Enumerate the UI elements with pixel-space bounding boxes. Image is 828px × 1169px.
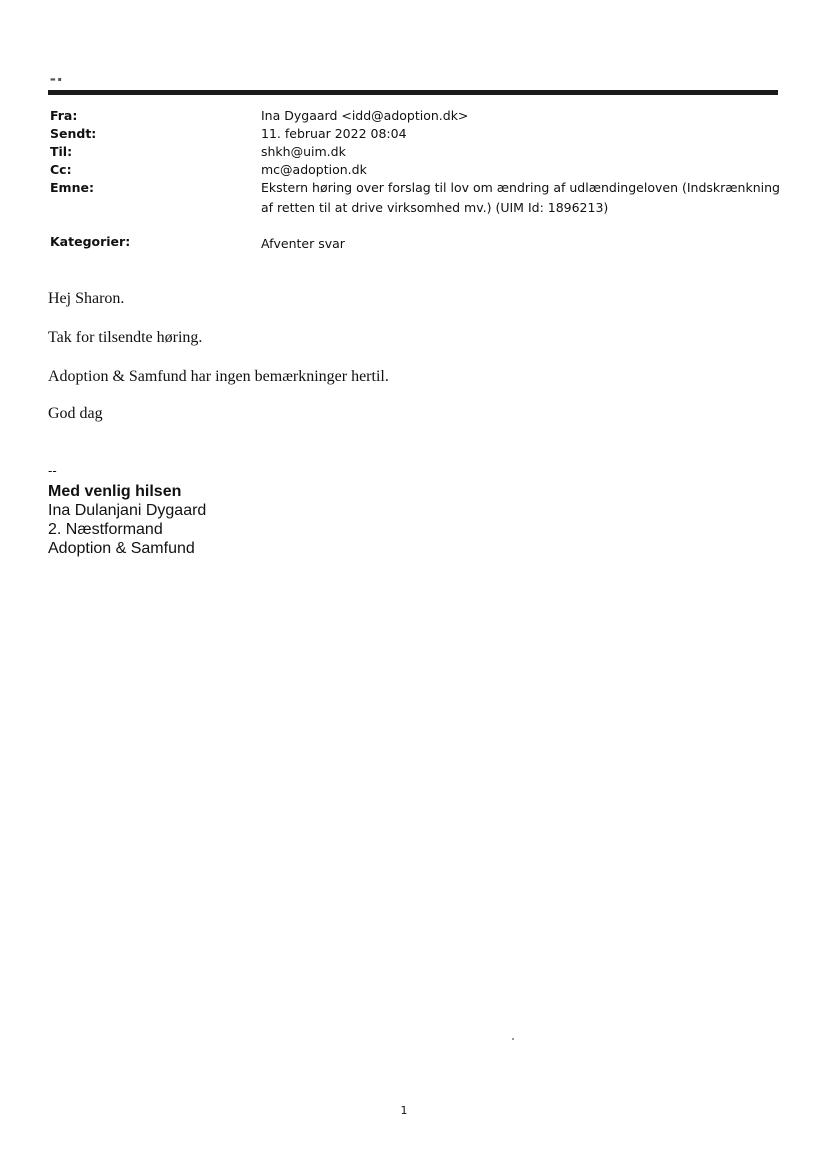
- closing: God dag: [48, 405, 103, 422]
- to-label: Til:: [50, 144, 73, 159]
- subject-line-1: Ekstern høring over forslag til lov om ændring af udlændingeloven (Indskrænkning: [261, 180, 780, 195]
- sent-label: Sendt:: [50, 126, 97, 141]
- header-rule: [48, 90, 778, 95]
- categories-label: Kategorier:: [50, 234, 131, 249]
- cc-value: mc@adoption.dk: [261, 162, 367, 177]
- sent-value: 11. februar 2022 08:04: [261, 126, 407, 141]
- scan-artifact: ▬ ▪: [50, 76, 62, 83]
- subject-line-2: af retten til at drive virksomhed mv.) (UIM Id: 1896213): [261, 200, 609, 215]
- subject-label: Emne:: [50, 180, 94, 195]
- from-value: Ina Dygaard <idd@adoption.dk>: [261, 108, 469, 123]
- page-number: 1: [400, 1104, 408, 1117]
- cc-label: Cc:: [50, 162, 72, 177]
- body-line-1: Tak for tilsendte høring.: [48, 329, 203, 346]
- signature-salutation: Med venlig hilsen: [48, 483, 182, 500]
- greeting: Hej Sharon.: [48, 290, 125, 307]
- signature-name: Ina Dulanjani Dygaard: [48, 502, 207, 519]
- from-label: Fra:: [50, 108, 78, 123]
- signature-separator: --: [48, 463, 57, 478]
- signature-organization: Adoption & Samfund: [48, 540, 195, 557]
- categories-value: Afventer svar: [261, 236, 345, 251]
- body-line-2: Adoption & Samfund har ingen bemærkninger hertil.: [48, 368, 389, 385]
- signature-role: 2. Næstformand: [48, 521, 163, 538]
- scan-speck: [512, 1038, 514, 1040]
- to-value: shkh@uim.dk: [261, 144, 346, 159]
